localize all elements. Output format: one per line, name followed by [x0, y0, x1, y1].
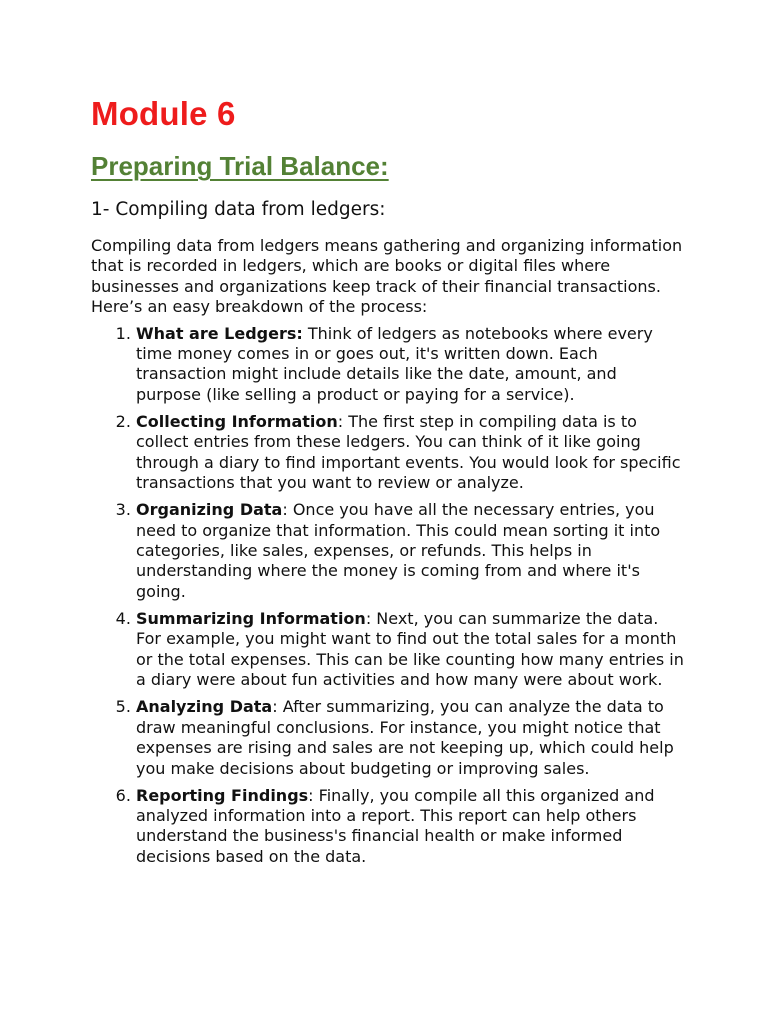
list-item-analyzing — [136, 697, 684, 779]
list-item-text: : Finally, you compile all this organized and analyzed information into a report. This report can help others understand the business's financial health or make informed decisions based on the data. — [136, 785, 655, 866]
list-item-text: Think of ledgers as notebooks where every time money comes in or goes out, it's written down. Each transaction might include details like the date, amount, and purpose (like selling a product or paying for a service). — [136, 323, 653, 404]
list-item-term: What are Ledgers: — [136, 323, 303, 343]
list-item-term: Summarizing Information — [136, 608, 366, 628]
list-item-text: : Once you have all the necessary entries, you need to organize that information. This could mean sorting it into categories, like sales, expenses, or refunds. This helps in understanding where the money is coming from and where it's going. — [136, 500, 661, 601]
list-item-term: Organizing Data — [136, 500, 283, 520]
list-item-term: Collecting Information — [136, 411, 338, 431]
list-item-ledgers — [136, 324, 684, 406]
section-title: Preparing Trial Balance: — [91, 151, 389, 181]
steps-list — [91, 324, 684, 868]
module-title: Module 6 — [91, 95, 236, 132]
list-item-collecting — [136, 412, 684, 494]
list-item-reporting — [136, 786, 684, 868]
list-item-text: : Next, you can summarize the data. For example, you might want to find out the total sales for a month or the total expenses. This can be like counting how many entries in a diary were about fun activities and how many were about work. — [136, 608, 684, 690]
sub-heading: 1- Compiling data from ledgers: — [91, 199, 386, 220]
list-item-organizing — [136, 500, 684, 602]
list-item-term: Analyzing Data — [136, 697, 273, 717]
list-item-text: : After summarizing, you can analyze the data to draw meaningful conclusions. For instance, you might notice that expenses are rising and sales are not keeping up, which could help you make decisions about budgeting or improving sales. — [136, 697, 674, 778]
intro-paragraph: Compiling data from ledgers means gathering and organizing information that is recorded in ledgers, which are books or digital files where businesses and organizations keep track of their financial transactions. Here’s an easy breakdown of the process: — [91, 236, 683, 317]
list-item-text: : The first step in compiling data is to collect entries from these ledgers. You can think of it like going through a diary to find important events. You would look for specific transactions that you want to review or analyze. — [136, 411, 681, 493]
list-item-term: Reporting Findings — [136, 785, 309, 805]
list-item-summarizing — [136, 609, 684, 691]
